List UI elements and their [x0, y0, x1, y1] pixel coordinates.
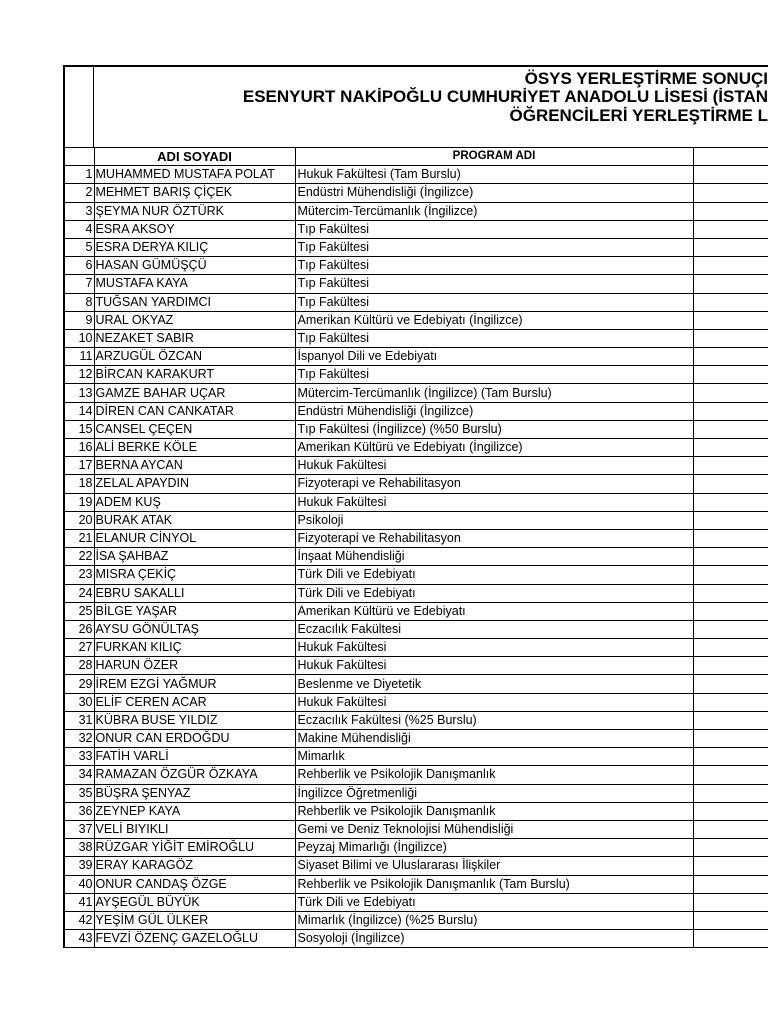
table-header-row [64, 148, 768, 166]
row-number: 25 [64, 602, 94, 620]
student-name: GAMZE BAHAR UÇAR [94, 384, 295, 402]
blank-cell [693, 166, 768, 184]
report-title-line-3: ÖĞRENCİLERİ YERLEŞTİRME L [509, 106, 768, 125]
blank-cell [693, 857, 768, 875]
table-row [64, 930, 768, 948]
row-number: 31 [64, 711, 94, 729]
row-number: 32 [64, 730, 94, 748]
table-row [64, 420, 768, 438]
table-row [64, 548, 768, 566]
student-name: BURAK ATAK [94, 511, 295, 529]
table-row [64, 311, 768, 329]
program-name: Tıp Fakültesi [295, 275, 693, 293]
program-name: Tıp Fakültesi [295, 257, 693, 275]
row-number: 37 [64, 820, 94, 838]
table-row [64, 475, 768, 493]
program-name: Türk Dili ve Edebiyatı [295, 584, 693, 602]
row-number: 1 [64, 166, 94, 184]
blank-cell [693, 784, 768, 802]
blank-cell [693, 366, 768, 384]
program-name: Amerikan Kültürü ve Edebiyatı (İngilizce) [295, 311, 693, 329]
row-number: 36 [64, 802, 94, 820]
student-name: ALİ BERKE KÖLE [94, 439, 295, 457]
blank-cell [693, 893, 768, 911]
row-number: 5 [64, 238, 94, 256]
table-row [64, 820, 768, 838]
student-name: MUHAMMED MUSTAFA POLAT [94, 166, 295, 184]
table-row [64, 802, 768, 820]
program-name: İspanyol Dili ve Edebiyatı [295, 348, 693, 366]
student-name: RÜZGAR YİĞİT EMİROĞLU [94, 839, 295, 857]
program-name: Tıp Fakültesi [295, 220, 693, 238]
blank-cell [693, 548, 768, 566]
blank-cell [693, 493, 768, 511]
table-row [64, 257, 768, 275]
student-name: İREM EZGİ YAĞMUR [94, 675, 295, 693]
student-name: ELİF CEREN ACAR [94, 693, 295, 711]
program-name: Siyaset Bilimi ve Uluslararası İlişkiler [295, 857, 693, 875]
table-row [64, 275, 768, 293]
student-name: DİREN CAN CANKATAR [94, 402, 295, 420]
blank-cell [693, 220, 768, 238]
student-name: MISRA ÇEKİÇ [94, 566, 295, 584]
program-name: Amerikan Kültürü ve Edebiyatı (İngilizce) [295, 439, 693, 457]
table-row [64, 529, 768, 547]
table-row [64, 202, 768, 220]
row-number: 42 [64, 911, 94, 929]
table-row [64, 730, 768, 748]
row-number: 8 [64, 293, 94, 311]
program-name: Hukuk Fakültesi (Tam Burslu) [295, 166, 693, 184]
row-number: 6 [64, 257, 94, 275]
row-number: 17 [64, 457, 94, 475]
placement-table [63, 147, 768, 948]
blank-cell [693, 875, 768, 893]
table-row [64, 766, 768, 784]
table-row [64, 220, 768, 238]
blank-cell [693, 457, 768, 475]
program-name: Eczacılık Fakültesi (%25 Burslu) [295, 711, 693, 729]
table-row [64, 329, 768, 347]
table-row [64, 911, 768, 929]
row-number: 34 [64, 766, 94, 784]
program-name: Psikoloji [295, 511, 693, 529]
row-number: 21 [64, 529, 94, 547]
table-row [64, 439, 768, 457]
program-name: Endüstri Mühendisliği (İngilizce) [295, 402, 693, 420]
row-number: 26 [64, 620, 94, 638]
program-name: Hukuk Fakültesi [295, 457, 693, 475]
row-number: 30 [64, 693, 94, 711]
blank-cell [693, 329, 768, 347]
program-name: Fizyoterapi ve Rehabilitasyon [295, 529, 693, 547]
student-name: EBRU SAKALLI [94, 584, 295, 602]
row-number: 16 [64, 439, 94, 457]
blank-cell [693, 348, 768, 366]
blank-cell [693, 693, 768, 711]
student-name: ZEYNEP KAYA [94, 802, 295, 820]
blank-cell [693, 766, 768, 784]
blank-cell [693, 711, 768, 729]
table-row [64, 748, 768, 766]
row-number: 39 [64, 857, 94, 875]
program-name: Tıp Fakültesi [295, 366, 693, 384]
blank-cell [693, 420, 768, 438]
program-name: Hukuk Fakültesi [295, 657, 693, 675]
blank-cell [693, 620, 768, 638]
table-row [64, 511, 768, 529]
blank-cell [693, 257, 768, 275]
row-number: 2 [64, 184, 94, 202]
program-name: Peyzaj Mimarlığı (İngilizce) [295, 839, 693, 857]
table-row [64, 620, 768, 638]
blank-cell [693, 475, 768, 493]
blank-cell [693, 384, 768, 402]
student-name: RAMAZAN ÖZGÜR ÖZKAYA [94, 766, 295, 784]
program-name: Hukuk Fakültesi [295, 493, 693, 511]
table-row [64, 493, 768, 511]
row-number: 14 [64, 402, 94, 420]
table-row [64, 875, 768, 893]
table-row [64, 711, 768, 729]
table-row [64, 639, 768, 657]
row-number: 40 [64, 875, 94, 893]
row-number: 4 [64, 220, 94, 238]
student-name: BİLGE YAŞAR [94, 602, 295, 620]
blank-cell [693, 202, 768, 220]
student-name: URAL OKYAZ [94, 311, 295, 329]
table-row [64, 784, 768, 802]
student-name: VELİ BIYIKLI [94, 820, 295, 838]
name-column-header: ADI SOYADI [94, 148, 295, 166]
student-name: BÜŞRA ŞENYAZ [94, 784, 295, 802]
table-row [64, 166, 768, 184]
row-number: 20 [64, 511, 94, 529]
blank-cell [693, 402, 768, 420]
table-row [64, 293, 768, 311]
table-row [64, 384, 768, 402]
program-name: Hukuk Fakültesi [295, 693, 693, 711]
program-name: Fizyoterapi ve Rehabilitasyon [295, 475, 693, 493]
student-name: MEHMET BARIŞ ÇİÇEK [94, 184, 295, 202]
table-row [64, 238, 768, 256]
table-row [64, 839, 768, 857]
student-name: MUSTAFA KAYA [94, 275, 295, 293]
blank-cell [693, 439, 768, 457]
row-number: 28 [64, 657, 94, 675]
row-number: 35 [64, 784, 94, 802]
student-name: ADEM KUŞ [94, 493, 295, 511]
table-row [64, 602, 768, 620]
row-number: 10 [64, 329, 94, 347]
row-number: 22 [64, 548, 94, 566]
blank-cell [693, 275, 768, 293]
blank-cell [693, 657, 768, 675]
blank-cell [693, 911, 768, 929]
student-name: AYŞEGÜL BÜYÜK [94, 893, 295, 911]
program-name: Gemi ve Deniz Teknolojisi Mühendisliği [295, 820, 693, 838]
table-row [64, 657, 768, 675]
student-name: ZELAL APAYDIN [94, 475, 295, 493]
program-name: Sosyoloji (İngilizce) [295, 930, 693, 948]
row-number: 38 [64, 839, 94, 857]
table-row [64, 366, 768, 384]
blank-cell [693, 238, 768, 256]
row-number: 19 [64, 493, 94, 511]
blank-cell [693, 184, 768, 202]
blank-cell [693, 293, 768, 311]
student-name: CANSEL ÇEÇEN [94, 420, 295, 438]
row-number: 41 [64, 893, 94, 911]
blank-cell [693, 511, 768, 529]
table-row [64, 693, 768, 711]
row-number: 12 [64, 366, 94, 384]
student-name: YEŞİM GÜL ÜLKER [94, 911, 295, 929]
row-number: 43 [64, 930, 94, 948]
table-row [64, 675, 768, 693]
number-column-header [64, 148, 94, 166]
student-name: ESRA AKSOY [94, 220, 295, 238]
program-name: Rehberlik ve Psikolojik Danışmanlık (Tam Burslu) [295, 875, 693, 893]
student-name: ONUR CANDAŞ ÖZGE [94, 875, 295, 893]
row-number: 24 [64, 584, 94, 602]
table-row [64, 184, 768, 202]
blank-cell [693, 820, 768, 838]
program-column-header: PROGRAM ADI [295, 148, 693, 166]
program-name: Hukuk Fakültesi [295, 639, 693, 657]
report-title-line-1: ÖSYS YERLEŞTİRME SONUÇI [524, 69, 768, 88]
row-number: 29 [64, 675, 94, 693]
table-row [64, 566, 768, 584]
program-name: İnşaat Mühendisliği [295, 548, 693, 566]
program-name: Eczacılık Fakültesi [295, 620, 693, 638]
table-row [64, 348, 768, 366]
student-name: BERNA AYCAN [94, 457, 295, 475]
student-name: HASAN GÜMÜŞÇÜ [94, 257, 295, 275]
program-name: Tıp Fakültesi (İngilizce) (%50 Burslu) [295, 420, 693, 438]
row-number: 23 [64, 566, 94, 584]
student-name: ŞEYMA NUR ÖZTÜRK [94, 202, 295, 220]
blank-cell [693, 602, 768, 620]
program-name: Mütercim-Tercümanlık (İngilizce) (Tam Burslu) [295, 384, 693, 402]
blank-cell [693, 311, 768, 329]
row-number: 13 [64, 384, 94, 402]
program-name: Türk Dili ve Edebiyatı [295, 566, 693, 584]
student-name: AYSU GÖNÜLTAŞ [94, 620, 295, 638]
student-name: BİRCAN KARAKURT [94, 366, 295, 384]
program-name: Tıp Fakültesi [295, 238, 693, 256]
student-name: İSA ŞAHBAZ [94, 548, 295, 566]
program-name: Mütercim-Tercümanlık (İngilizce) [295, 202, 693, 220]
report-title-line-2: ESENYURT NAKİPOĞLU CUMHURİYET ANADOLU LİSESİ (İSTAN [242, 87, 768, 106]
student-name: KÜBRA BUSE YILDIZ [94, 711, 295, 729]
blank-cell [693, 566, 768, 584]
program-name: Amerikan Kültürü ve Edebiyatı [295, 602, 693, 620]
program-name: Türk Dili ve Edebiyatı [295, 893, 693, 911]
row-number: 11 [64, 348, 94, 366]
row-number: 18 [64, 475, 94, 493]
program-name: Makine Mühendisliği [295, 730, 693, 748]
blank-cell [693, 584, 768, 602]
column-divider [93, 67, 94, 147]
student-name: FATİH VARLİ [94, 748, 295, 766]
blank-cell [693, 730, 768, 748]
program-name: Rehberlik ve Psikolojik Danışmanlık [295, 802, 693, 820]
program-name: Mimarlık (İngilizce) (%25 Burslu) [295, 911, 693, 929]
blank-cell [693, 675, 768, 693]
program-name: Mimarlık [295, 748, 693, 766]
blank-cell [693, 839, 768, 857]
student-name: ARZUGÜL ÖZCAN [94, 348, 295, 366]
program-name: Beslenme ve Diyetetik [295, 675, 693, 693]
table-row [64, 857, 768, 875]
blank-cell [693, 802, 768, 820]
student-name: ERAY KARAGÖZ [94, 857, 295, 875]
student-name: FURKAN KILIÇ [94, 639, 295, 657]
row-number: 33 [64, 748, 94, 766]
student-name: HARUN ÖZER [94, 657, 295, 675]
program-name: Rehberlik ve Psikolojik Danışmanlık [295, 766, 693, 784]
student-name: ESRA DERYA KILIÇ [94, 238, 295, 256]
table-row [64, 893, 768, 911]
student-name: FEVZİ ÖZENÇ GAZELOĞLU [94, 930, 295, 948]
student-name: TUĞSAN YARDIMCI [94, 293, 295, 311]
program-name: Tıp Fakültesi [295, 293, 693, 311]
program-name: İngilizce Öğretmenliği [295, 784, 693, 802]
blank-cell [693, 748, 768, 766]
blank-cell [693, 529, 768, 547]
table-row [64, 584, 768, 602]
program-name: Tıp Fakültesi [295, 329, 693, 347]
row-number: 9 [64, 311, 94, 329]
spreadsheet [63, 65, 768, 948]
report-header [63, 65, 768, 147]
student-name: NEZAKET SABIR [94, 329, 295, 347]
row-number: 15 [64, 420, 94, 438]
program-name: Endüstri Mühendisliği (İngilizce) [295, 184, 693, 202]
student-name: ELANUR CİNYOL [94, 529, 295, 547]
row-number: 27 [64, 639, 94, 657]
table-row [64, 402, 768, 420]
blank-cell [693, 930, 768, 948]
row-number: 7 [64, 275, 94, 293]
table-row [64, 457, 768, 475]
blank-cell [693, 639, 768, 657]
student-name: ONUR CAN ERDOĞDU [94, 730, 295, 748]
blank-column-header [693, 148, 768, 166]
row-number: 3 [64, 202, 94, 220]
